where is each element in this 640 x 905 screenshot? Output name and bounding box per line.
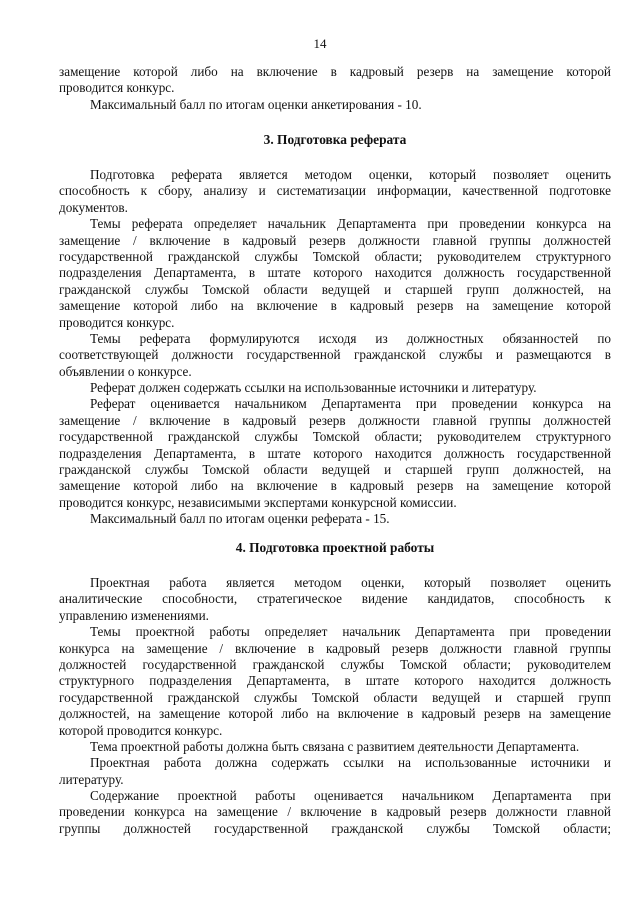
text-line: Подготовка реферата является методом оценки, который позволяет оценить (90, 167, 611, 182)
text-line: управлению изменениями. (59, 607, 209, 623)
text-line: проведении конкурса на замещение / включение в кадровый резерв должности главной (59, 804, 611, 820)
text-line: Максимальный балл по итогам оценки реферата - 15. (90, 511, 390, 527)
text-line: гражданской службы Томской области ведущей и старшей групп должностей, на (59, 462, 611, 478)
page-number: 14 (313, 36, 327, 51)
text-line: проводится конкурс. (59, 314, 175, 330)
section-4-title: 4. Подготовка проектной работы (235, 540, 435, 555)
text-line: проводится конкурс. (59, 80, 175, 96)
text-line: должностей государственной гражданской службы Томской области; руководителем (59, 656, 611, 672)
section-3-body (59, 167, 611, 528)
text-line: замещение которой либо на включение в кадровый резерв на замещение которой (59, 64, 611, 79)
text-line: Тема проектной работы должна быть связана с развитием деятельности Департамента. (90, 738, 580, 754)
text-line: подразделения Департамента, в штате которого находится должность государственной (59, 265, 611, 281)
text-line: соответствующей должности государственной гражданской службы и размещаются в (59, 347, 611, 363)
text-line: государственной гражданской службы Томской области ведущей и старшей групп (59, 689, 611, 705)
text-line: замещение / включение в кадровый резерв должности главной группы должностей (59, 412, 611, 428)
text-line: группы должностей государственной гражданской службы Томской области; (59, 820, 611, 836)
text-line: государственной гражданской службы Томской области; руководителем структурного (59, 429, 611, 445)
text-line: Проектная работа является методом оценки, который позволяет оценить (90, 575, 611, 590)
text-line: замещение / включение в кадровый резерв должности главной группы должностей (59, 232, 611, 248)
text-line: должностей, на замещение которой либо на включение в кадровый резерв на замещение (59, 706, 611, 722)
text-line: подразделения Департамента, в штате которого находится должность государственной (59, 445, 611, 461)
intro-block (59, 64, 611, 113)
text-line: структурного подразделения Департамента, в штате которого находится должность (59, 673, 611, 689)
text-line: литературу. (59, 771, 124, 787)
text-line: аналитические способности, стратегическое видение кандидатов, способность к (59, 591, 611, 607)
text-line: замещение которой либо на включение в кадровый резерв на замещение которой (59, 478, 611, 494)
text-line: Темы реферата определяет начальник Департамента при проведении конкурса на (90, 216, 611, 232)
text-line: объявлении о конкурсе. (59, 363, 192, 379)
text-line: способность к сбору, анализу и систематизации информации, качественной подготовке (59, 183, 611, 199)
text-line: Проектная работа должна содержать ссылки на использованные источники и (90, 755, 611, 771)
section-4-body (59, 575, 611, 837)
text-line: проводится конкурс, независимыми экспертами конкурсной комиссии. (59, 494, 457, 510)
text-line: замещение которой либо на включение в кадровый резерв на замещение которой (59, 298, 611, 314)
text-line: Реферат оценивается начальником Департамента при проведении конкурса на (90, 396, 611, 412)
text-line: Максимальный балл по итогам оценки анкетирования - 10. (90, 96, 422, 112)
text-line: государственной гражданской службы Томской области; руководителем структурного (59, 248, 611, 264)
section-3-title: 3. Подготовка реферата (263, 132, 407, 147)
text-line: Темы реферата формулируются исходя из должностных обязанностей по (90, 330, 611, 346)
text-line: Содержание проектной работы оценивается начальником Департамента при (90, 788, 611, 804)
text-line: Темы проектной работы определяет начальник Департамента при проведении (90, 624, 611, 640)
text-line: Реферат должен содержать ссылки на использованные источники и литературу. (90, 380, 537, 396)
text-line: документов. (59, 199, 128, 215)
text-line: конкурса на замещение / включение в кадровый резерв должности главной группы (59, 640, 611, 656)
text-line: которой проводится конкурс. (59, 722, 223, 738)
text-line: гражданской службы Томской области ведущей и старшей групп должностей, на (59, 281, 611, 297)
